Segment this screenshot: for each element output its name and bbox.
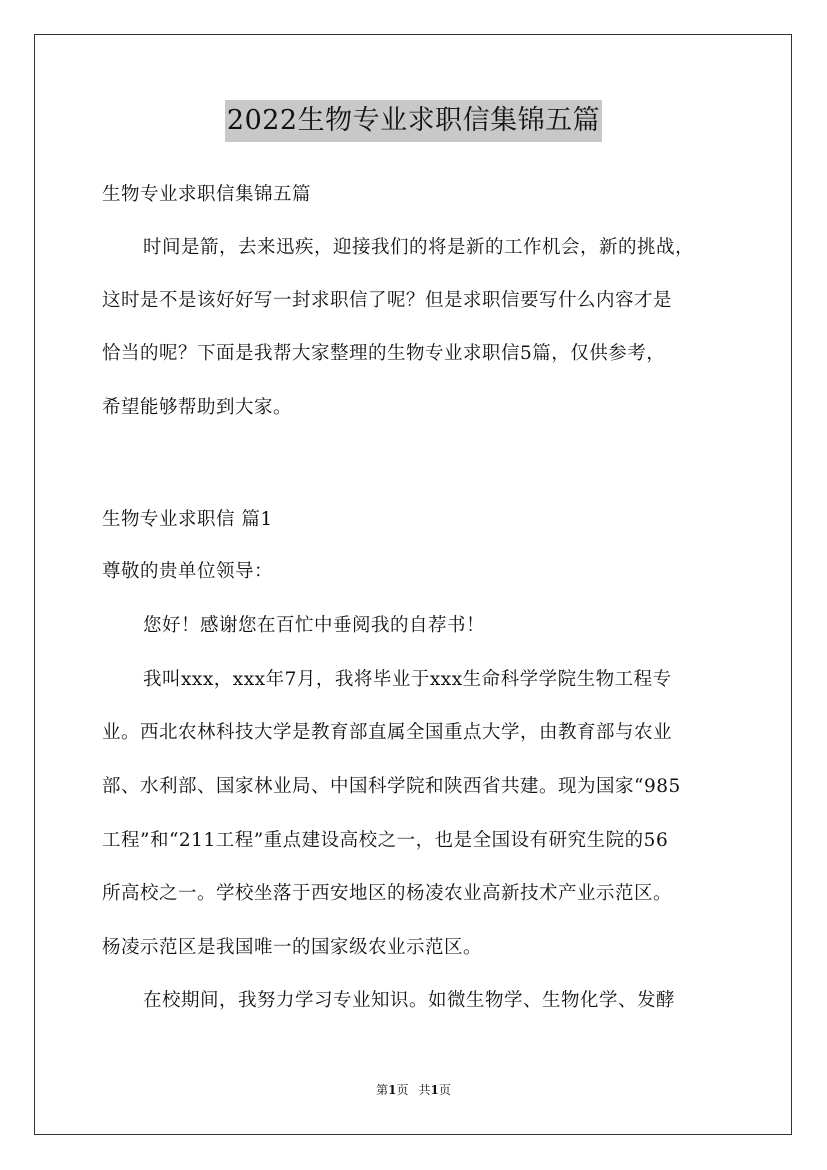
page-footer <box>0 1082 827 1098</box>
total-prefix: 共 <box>418 1083 431 1097</box>
document-title: 2022生物专业求职信集锦五篇 <box>225 100 602 142</box>
body-line-3: 部、水利部、国家林业局、中国科学院和陕西省共建。现为国家“985 <box>102 776 681 797</box>
page-suffix: 页 <box>396 1083 409 1097</box>
page-current: 1 <box>388 1083 397 1097</box>
body-line-6: 杨凌示范区是我国唯一的国家级农业示范区。 <box>102 937 483 958</box>
intro-line-4: 希望能够帮助到大家。 <box>102 397 293 418</box>
salutation: 尊敬的贵单位领导： <box>102 561 274 582</box>
section-heading: 生物专业求职信 篇1 <box>102 509 273 530</box>
body-line-7: 在校期间，我努力学习专业知识。如微生物学、生物化学、发酵 <box>143 990 676 1011</box>
body-line-2: 业。西北农林科技大学是教育部直属全国重点大学，由教育部与农业 <box>102 722 673 743</box>
body-line-4: 工程”和“211工程”重点建设高校之一，也是全国设有研究生院的56 <box>102 830 669 851</box>
body-line-1: 我叫xxx，xxx年7月，我将毕业于xxx生命科学学院生物工程专 <box>143 669 672 690</box>
title-container <box>0 100 827 142</box>
page-prefix: 第 <box>376 1083 389 1097</box>
total-suffix: 页 <box>438 1083 451 1097</box>
page-total: 1 <box>430 1083 439 1097</box>
document-subtitle: 生物专业求职信集锦五篇 <box>102 184 312 205</box>
intro-line-1: 时间是箭，去来迅疾，迎接我们的将是新的工作机会，新的挑战， <box>143 237 695 258</box>
intro-line-2: 这时是不是该好好写一封求职信了呢？但是求职信要写什么内容才是 <box>102 290 673 311</box>
greeting: 您好！感谢您在百忙中垂阅我的自荐书！ <box>143 615 486 636</box>
body-line-5: 所高校之一。学校坐落于西安地区的杨凌农业高新技术产业示范区。 <box>102 883 673 904</box>
intro-line-3: 恰当的呢？下面是我帮大家整理的生物专业求职信5篇，仅供参考， <box>102 343 666 364</box>
